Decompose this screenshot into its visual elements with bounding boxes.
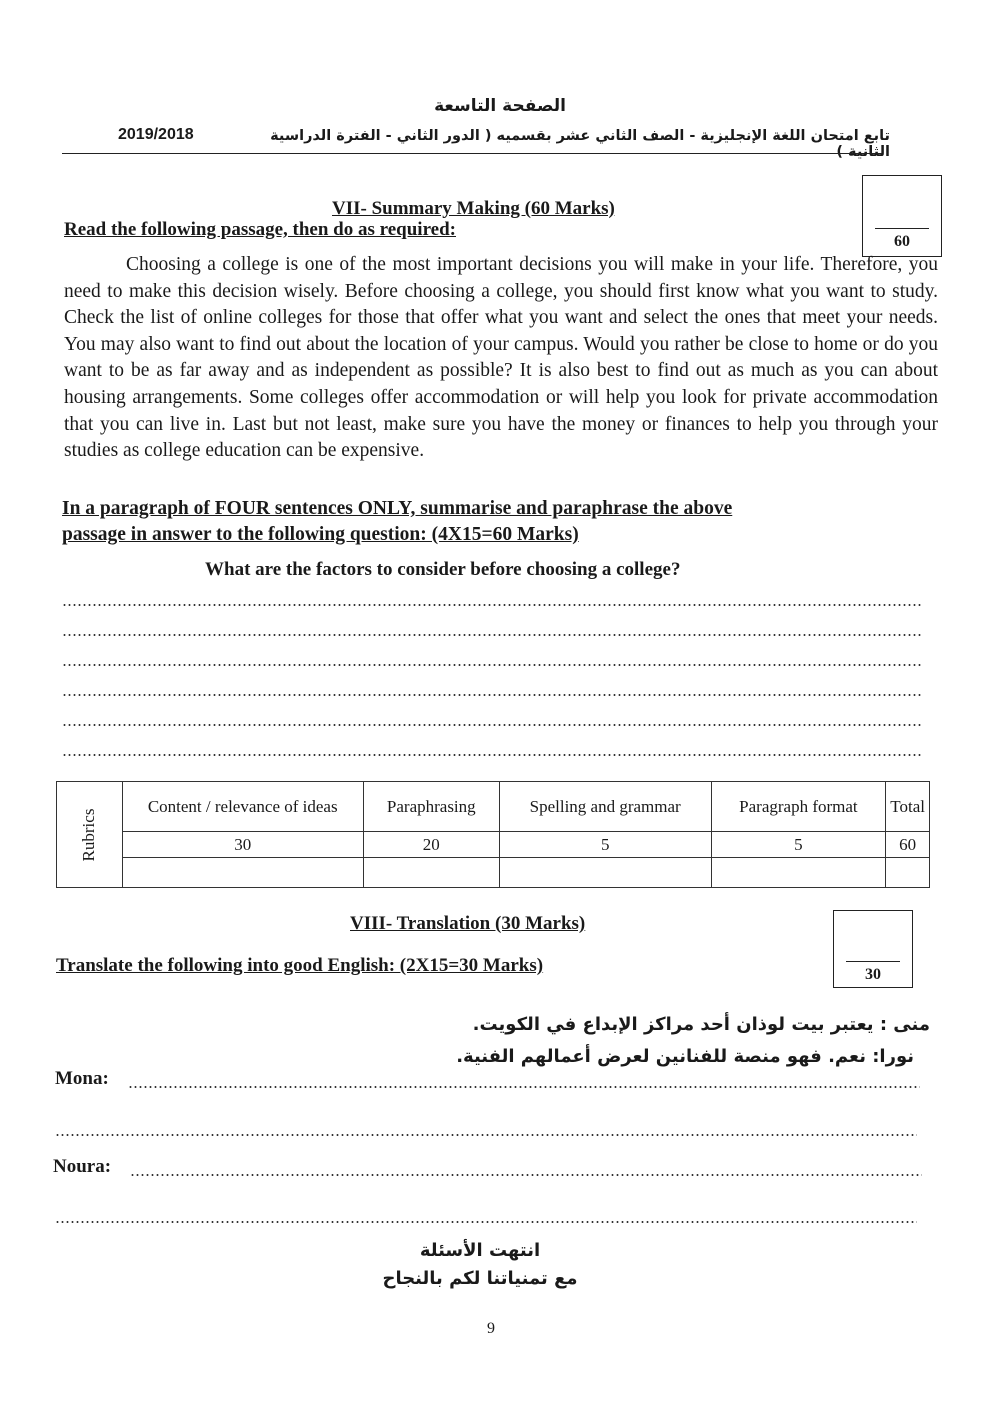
good-luck-wish: مع تمنياتنا لكم بالنجاح — [382, 1268, 578, 1289]
rubric-mark: 5 — [499, 832, 711, 858]
rubric-mark: 20 — [363, 832, 499, 858]
summary-instruction: Read the following passage, then do as required: — [64, 219, 456, 240]
noura-answer-line[interactable] — [130, 1174, 922, 1176]
reading-passage — [64, 252, 938, 465]
summary-question: What are the factors to consider before choosing a college? — [205, 559, 681, 580]
summary-score-box — [862, 175, 942, 257]
summary-task-line-1: In a paragraph of FOUR sentences ONLY, summarise and paraphrase the above — [62, 498, 733, 519]
arabic-sentence-mona: منى : يعتبر بيت لوذان أحد مراكز الإبداع في الكويت. — [472, 1014, 930, 1035]
mona-answer-line-2[interactable] — [55, 1134, 917, 1136]
rubric-score-cell[interactable] — [363, 858, 499, 888]
rubrics-label: Rubrics — [79, 808, 99, 861]
summary-task-line-2: passage in answer to the following question: (4X15=60 Marks) — [62, 524, 579, 545]
noura-label: Noura: — [53, 1156, 112, 1177]
answer-line[interactable] — [62, 604, 922, 606]
rubric-header: Total — [886, 782, 930, 832]
rubric-mark: 30 — [122, 832, 363, 858]
mona-label: Mona: — [55, 1068, 109, 1089]
end-of-questions: انتهت الأسئلة — [419, 1240, 541, 1261]
rubric-score-cell[interactable] — [886, 858, 930, 888]
answer-line[interactable] — [62, 634, 922, 636]
rubric-header: Paragraph format — [711, 782, 886, 832]
rubrics-table — [56, 781, 930, 888]
answer-line[interactable] — [62, 724, 922, 726]
rubric-score-cell[interactable] — [499, 858, 711, 888]
rubric-mark: 60 — [886, 832, 930, 858]
translation-instruction: Translate the following into good English: (2X15=30 Marks) — [56, 955, 544, 976]
mona-answer-line[interactable] — [128, 1086, 920, 1088]
answer-line[interactable] — [62, 754, 922, 756]
exam-header-line: تابع امتحان اللغة الإنجليزية - الصف الثاني عشر بقسميه ( الدور الثاني - الفترة الدراسية الثانية ) — [270, 128, 890, 160]
rubric-header: Spelling and grammar — [499, 782, 711, 832]
translation-section-title: VIII- Translation (30 Marks) — [350, 913, 586, 934]
rubric-header: Paraphrasing — [363, 782, 499, 832]
rubric-mark: 5 — [711, 832, 886, 858]
page-label: الصفحة التاسعة — [434, 96, 566, 116]
noura-answer-line-2[interactable] — [55, 1221, 917, 1223]
summary-section-title: VII- Summary Making (60 Marks) — [332, 198, 615, 219]
passage-text: Choosing a college is one of the most important decisions you will make in your life. Therefore, you need to make this decision wisely. Before choosing a college, you should first know what you want to study. Check the list of online colleges for those that offer what you want and select the ones that meet your needs. You may also want to find out about the location of your campus. Would you rather be close to home or do you want to be as far away and as independent as possible? It is also best to find out as much as you can about housing arrangements. Some colleges offer accommodation or will help you look for private accommodation that you can live in. Last but not least, make sure you have the money or finances to help you through your studies as college education can be expensive. — [64, 254, 938, 462]
summary-score-total: 60 — [894, 233, 910, 250]
header-divider — [62, 153, 882, 154]
answer-line[interactable] — [62, 694, 922, 696]
rubric-score-cell[interactable] — [711, 858, 886, 888]
page-number: 9 — [487, 1320, 495, 1337]
rubrics-label-cell — [57, 782, 123, 888]
rubric-header: Content / relevance of ideas — [122, 782, 363, 832]
translation-score-total: 30 — [865, 966, 881, 983]
exam-year: 2019/2018 — [118, 126, 194, 143]
arabic-sentence-noura: نورا: نعم. فهو منصة للفنانين لعرض أعمالهم الفنية. — [456, 1046, 914, 1067]
answer-line[interactable] — [62, 664, 922, 666]
rubric-score-cell[interactable] — [122, 858, 363, 888]
translation-score-box — [833, 910, 913, 988]
